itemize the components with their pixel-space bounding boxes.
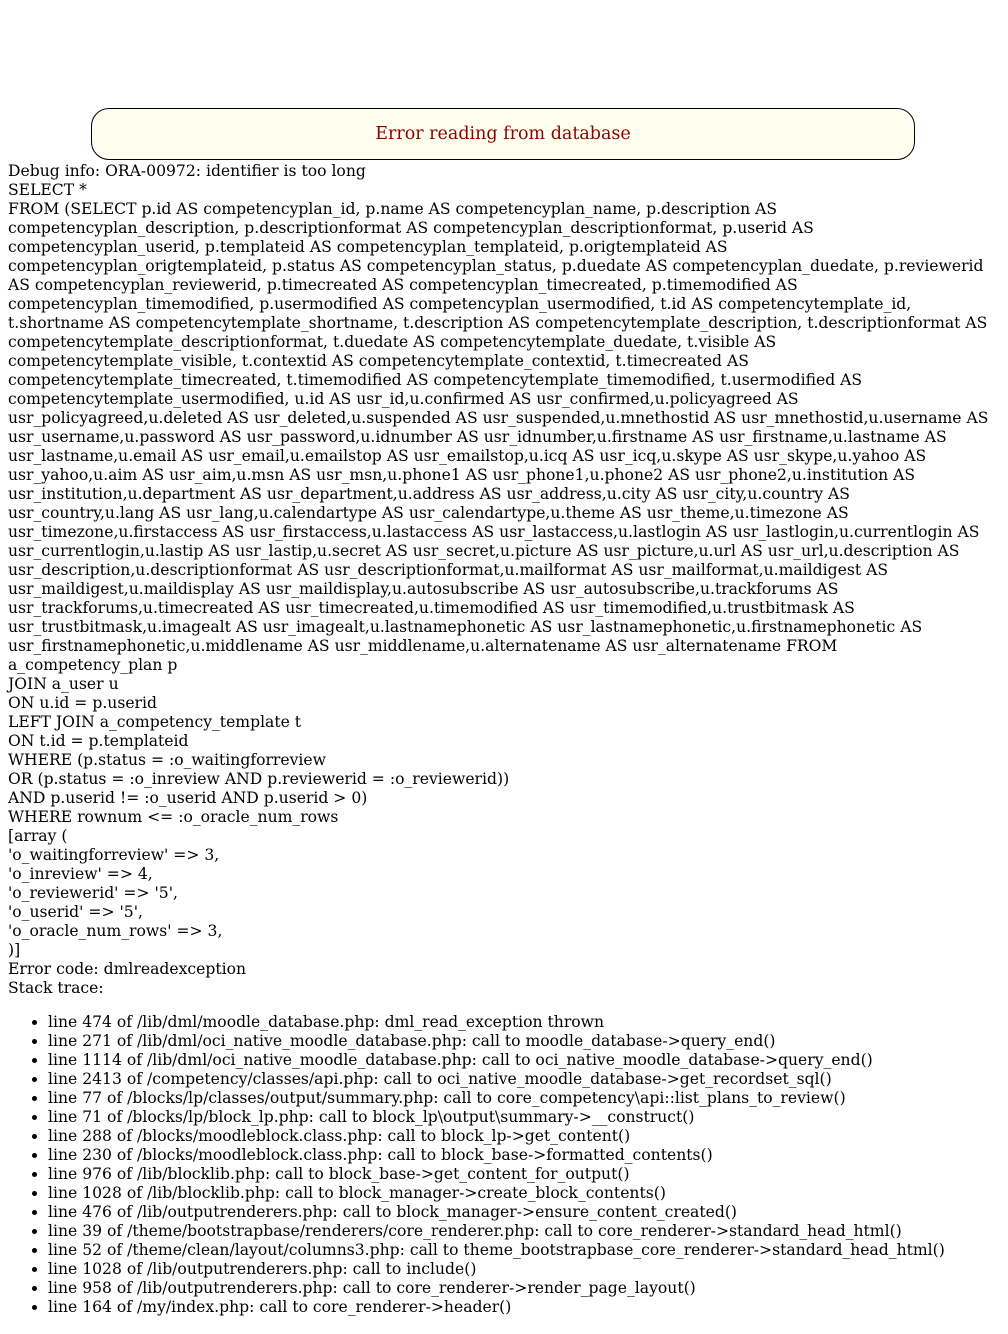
stack-trace-item: • line 1114 of /lib/dml/oci_native_moodle_database.php: call to oci_native_moodle_database->query_end() [48, 1051, 998, 1070]
stack-trace-item: • line 976 of /lib/blocklib.php: call to block_base->get_content_for_output() [48, 1165, 998, 1184]
stack-trace-item: • line 288 of /blocks/moodleblock.class.php: call to block_lp->get_content() [48, 1127, 998, 1146]
stack-trace-item: • line 1028 of /lib/blocklib.php: call to block_manager->create_block_contents() [48, 1184, 998, 1203]
stack-trace-list [8, 1013, 998, 1317]
stack-trace-item: • line 71 of /blocks/lp/block_lp.php: call to block_lp\output\summary->__construct() [48, 1108, 998, 1127]
error-title: Error reading from database [375, 124, 631, 144]
stack-trace-item: • line 230 of /blocks/moodleblock.class.php: call to block_base->formatted_contents() [48, 1146, 998, 1165]
stack-trace-item: • line 52 of /theme/clean/layout/columns3.php: call to theme_bootstrapbase_core_renderer->standard_head_html() [48, 1241, 998, 1260]
stack-trace-item: • line 271 of /lib/dml/oci_native_moodle_database.php: call to moodle_database->query_end() [48, 1032, 998, 1051]
stack-trace-item: • line 39 of /theme/bootstrapbase/renderers/core_renderer.php: call to core_renderer->standard_head_html() [48, 1222, 998, 1241]
stack-trace-item: • line 2413 of /competency/classes/api.php: call to oci_native_moodle_database->get_recordset_sql() [48, 1070, 998, 1089]
stack-trace-item: • line 958 of /lib/outputrenderers.php: call to core_renderer->render_page_layout() [48, 1279, 998, 1298]
stack-trace-item: • line 476 of /lib/outputrenderers.php: call to block_manager->ensure_content_created() [48, 1203, 998, 1222]
debug-info: Debug info: ORA-00972: identifier is too long SELECT * FROM (SELECT p.id AS competencyplan_id, p.name AS competencyplan_name, p.description AS competencyplan_description, p.descriptionformat AS competencyplan_descriptionformat, p.userid AS competencyplan_userid, p.templateid AS competencyplan_templateid, p.origtemplateid AS competencyplan_origtemplateid, p.status AS competencyplan_status, p.duedate AS competencyplan_duedate, p.reviewerid AS competencyplan_reviewerid, p.timecreated AS competencyplan_timecreated, p.timemodified AS competencyplan_timemodified, p.usermodified AS competencyplan_usermodified, t.id AS competencytemplate_id, t.shortname AS competencytemplate_shortname, t.description AS competencytemplate_description, t.descriptionformat AS competencytemplate_descriptionformat, t.duedate AS competencytemplate_duedate, t.visible AS competencytemplate_visible, t.contextid AS competencytemplate_contextid, t.timecreated AS competencytemplate_timecreated, t.timemodified AS competencytemplate_timemodified, t.usermodified AS competencytemplate_usermodified, u.id AS usr_id,u.confirmed AS usr_confirmed,u.policyagreed AS usr_policyagreed,u.deleted AS usr_deleted,u.suspended AS usr_suspended,u.mnethostid AS usr_mnethostid,u.username AS usr_username,u.password AS usr_password,u.idnumber AS usr_idnumber,u.firstname AS usr_firstname,u.lastname AS usr_lastname,u.email AS usr_email,u.emailstop AS usr_emailstop,u.icq AS usr_icq,u.skype AS usr_skype,u.yahoo AS usr_yahoo,u.aim AS usr_aim,u.msn AS usr_msn,u.phone1 AS usr_phone1,u.phone2 AS usr_phone2,u.institution AS usr_institution,u.department AS usr_department,u.address AS usr_address,u.city AS usr_city,u.country AS usr_country,u.lang AS usr_lang,u.calendartype AS usr_calendartype,u.theme AS usr_theme,u.timezone AS usr_timezone,u.firstaccess AS usr_firstaccess,u.lastaccess AS usr_lastaccess,u.lastlogin AS usr_lastlogin,u.currentlogin AS usr_currentlogin,u.lastip AS usr_lastip,u.secret AS usr_secret,u.picture AS usr_picture,u.url AS usr_url,u.description AS usr_description,u.descriptionformat AS usr_descriptionformat,u.mailformat AS usr_mailformat,u.maildigest AS usr_maildigest,u.maildisplay AS usr_maildisplay,u.autosubscribe AS usr_autosubscribe,u.trackforums AS usr_trackforums,u.timecreated AS usr_timecreated,u.timemodified AS usr_timemodified,u.trustbitmask AS usr_trustbitmask,u.imagealt AS usr_imagealt,u.lastnamephonetic AS usr_lastnamephonetic,u.firstnamephonetic AS usr_firstnamephonetic,u.middlename AS usr_middlename,u.alternatename AS usr_alternatename FROM a_competency_plan p JOIN a_user u ON u.id = p.userid LEFT JOIN a_competency_template t ON t.id = p.templateid WHERE (p.status = :o_waitingforreview OR (p.status = :o_inreview AND p.reviewerid = :o_reviewerid)) AND p.userid != :o_userid AND p.userid > 0) WHERE rownum <= :o_oracle_num_rows [array ( 'o_waitingforreview' => 3, 'o_inreview' => 4, 'o_reviewerid' => '5', 'o_userid' => '5', 'o_oracle_num_rows' => 3, )] Error code: dmlreadexception Stack trace: [8, 162, 989, 997]
stack-trace-item: • line 474 of /lib/dml/moodle_database.php: dml_read_exception thrown [48, 1013, 998, 1032]
error-message-box [91, 108, 915, 160]
stack-trace-item: • line 164 of /my/index.php: call to core_renderer->header() [48, 1298, 998, 1317]
stack-trace-item: • line 77 of /blocks/lp/classes/output/summary.php: call to core_competency\api::list_plans_to_review() [48, 1089, 998, 1108]
stack-trace-item: • line 1028 of /lib/outputrenderers.php: call to include() [48, 1260, 998, 1279]
